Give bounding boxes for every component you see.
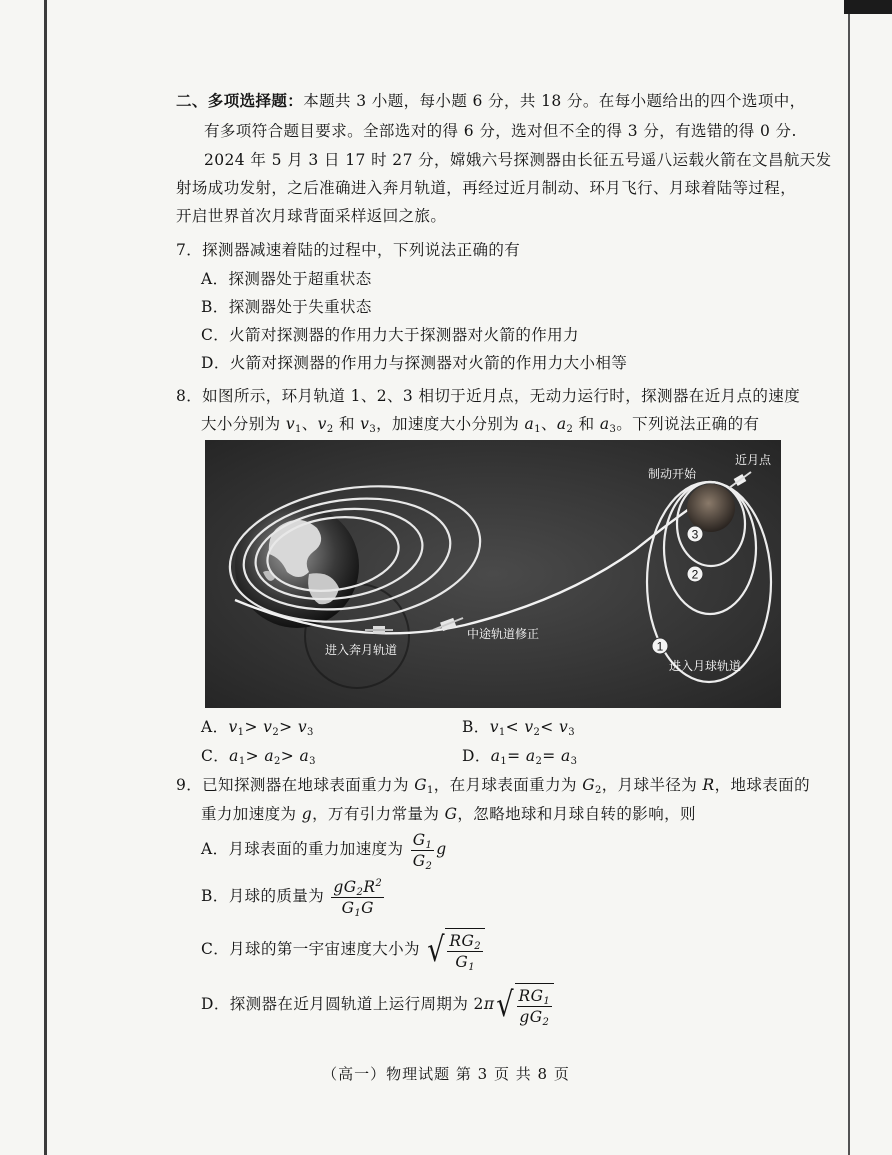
q9-option-a: A．月球表面的重力加速度为 $\frac{G_1}{G_2}$ g xyxy=(201,830,447,872)
page-footer: （高一）物理试题 第 3 页 共 8 页 xyxy=(322,1065,570,1083)
moon xyxy=(687,484,735,532)
q8-stem-2: 大小分别为 $v_1$、$v_2$ 和 $v_3$，加速度大小分别为 $a_1$、$a_2$ 和 $a_3$。下列说法正确的有 xyxy=(201,415,760,435)
q8-option-b: B．$v_1< v_2< v_3$ xyxy=(462,718,575,738)
passage-line-2: 射场成功发射，之后准确进入奔月轨道，再经过近月制动、环月飞行、月球着陆等过程， xyxy=(176,179,797,197)
q8-option-a: A．$v_1> v_2> v_3$ xyxy=(201,718,314,738)
q7-option-b: B．探测器处于失重状态 xyxy=(201,298,372,316)
section-heading xyxy=(176,91,806,111)
q9-stem-1: 9．已知探测器在地球表面重力为 $G_1$，在月球表面重力为 $G_2$，月球半径为 R，地球表面的 xyxy=(176,776,810,796)
q8-stem-1: 8．如图所示，环月轨道 1、2、3 相切于近月点，无动力运行时，探测器在近月点的速度 xyxy=(176,387,801,405)
orbit-marker-2 xyxy=(687,566,703,582)
label-perilune: 近月点 xyxy=(735,453,772,467)
label-brake-start: 制动开始 xyxy=(648,467,697,481)
orbit-marker-3 xyxy=(687,526,703,542)
passage-line-3: 开启世界首次月球背面采样返回之旅。 xyxy=(176,207,447,225)
label-translunar-injection: 进入奔月轨道 xyxy=(325,643,398,657)
q7-option-c: C．火箭对探测器的作用力大于探测器对火箭的作用力 xyxy=(201,326,579,344)
passage-line-1: 2024 年 5 月 3 日 17 时 27 分，嫦娥六号探测器由长征五号遥八运载火箭在文昌航天发 xyxy=(204,151,832,169)
svg-text:3: 3 xyxy=(691,527,699,542)
scan-edge-right xyxy=(848,0,850,1155)
fraction-moon-mass: $\frac{gG_2R^2}{G_1G}$ xyxy=(333,877,383,919)
sqrt-orbit-period: √ $\frac{RG_1}{gG_2}$ xyxy=(494,983,554,1028)
svg-text:1: 1 xyxy=(656,639,664,654)
label-midcourse-correction: 中途轨道修正 xyxy=(467,627,540,641)
q9-option-c: C．月球的第一宇宙速度大小为 √ $\frac{RG_2}{G_1}$ xyxy=(201,927,485,973)
q7-option-d: D．火箭对探测器的作用力与探测器对火箭的作用力大小相等 xyxy=(201,354,628,372)
orbit-diagram xyxy=(205,440,781,708)
scan-corner xyxy=(844,0,892,14)
q9-option-b: B．月球的质量为 $\frac{gG_2R^2}{G_1G}$ xyxy=(201,877,383,919)
q9-option-d: D．探测器在近月圆轨道上运行周期为 2π √ $\frac{RG_1}{gG_2}$ xyxy=(201,982,554,1028)
section-title: 二、多项选择题： xyxy=(176,91,304,110)
q8-option-d: D．$a_1= a_2= a_3$ xyxy=(462,747,578,767)
q8-option-c: C．$a_1> a_2> a_3$ xyxy=(201,747,316,767)
section-instructions-2: 有多项符合题目要求。全部选对的得 6 分，选对但不全的得 3 分，有选错的得 0 分. xyxy=(204,122,797,140)
sqrt-first-cosmic-velocity: √ $\frac{RG_2}{G_1}$ xyxy=(425,928,485,973)
orbit-marker-1 xyxy=(652,638,668,654)
q7-option-a: A．探测器处于超重状态 xyxy=(201,270,372,288)
svg-text:2: 2 xyxy=(691,567,699,582)
scan-edge-left xyxy=(44,0,47,1155)
section-instructions-1: 本题共 3 小题，每小题 6 分，共 18 分。在每小题给出的四个选项中， xyxy=(303,92,806,110)
fraction-g1-over-g2: $\frac{G_1}{G_2}$ xyxy=(412,830,433,872)
q7-stem: 7．探测器减速着陆的过程中，下列说法正确的有 xyxy=(176,241,521,259)
q9-stem-2: 重力加速度为 g，万有引力常量为 G，忽略地球和月球自转的影响，则 xyxy=(201,805,696,823)
label-lunar-orbit-insertion: 进入月球轨道 xyxy=(669,659,742,673)
